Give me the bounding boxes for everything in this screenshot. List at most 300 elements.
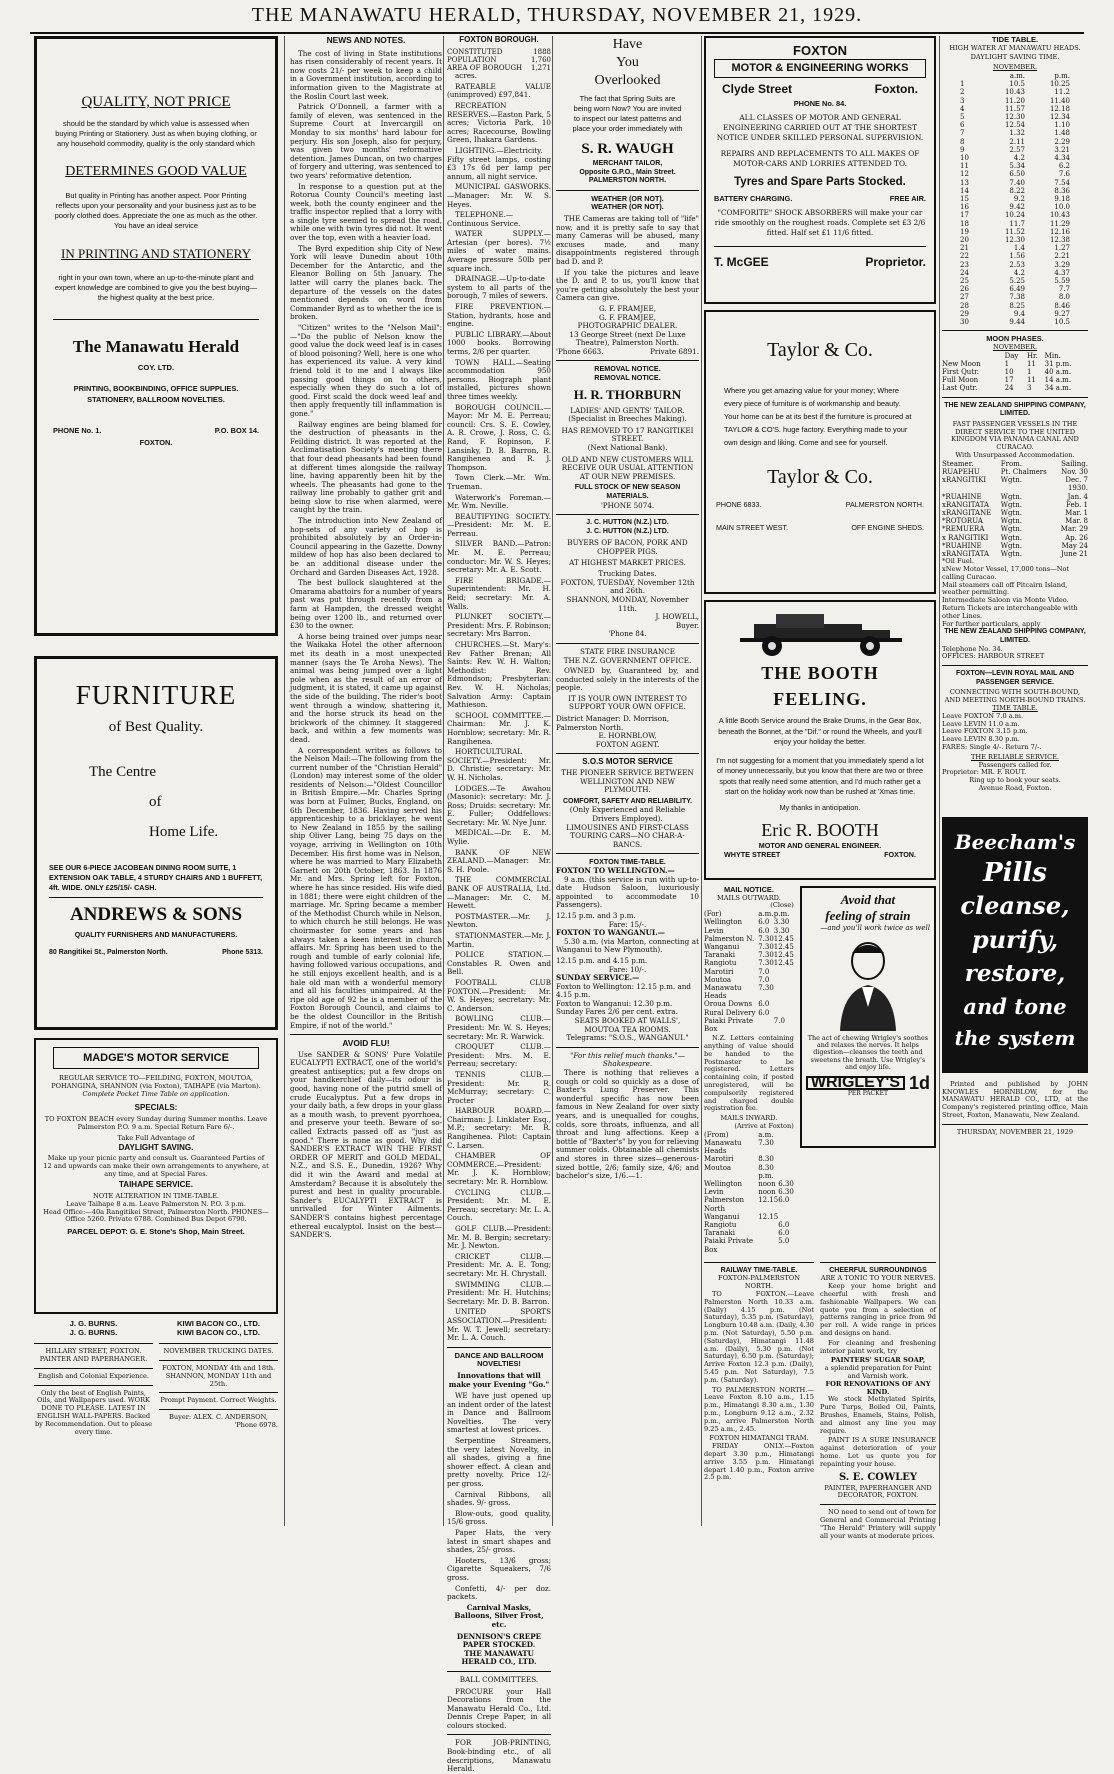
table-cell: 10.0 xyxy=(1054,203,1070,212)
kiwi-ad xyxy=(159,1320,278,1436)
table-cell: 10.43 xyxy=(1004,88,1025,97)
beechams-ad xyxy=(942,817,1088,1073)
tide-month: NOVEMBER. xyxy=(992,63,1038,72)
table-cell: 3 xyxy=(1026,384,1032,393)
taylor-contact xyxy=(716,501,924,510)
services-2: STATIONERY, BALLROOM NOVELTIES. xyxy=(87,394,225,404)
levin-time: Leave FOXTON 3.15 p.m. xyxy=(942,727,1028,736)
table-cell: 7.30 xyxy=(758,951,774,960)
table-cell: 1.48 xyxy=(1054,129,1070,138)
fire-agent: E. HORNBLOW, xyxy=(598,731,657,741)
hutton-buyer: J. HOWELL, xyxy=(655,612,699,622)
table-cell: Wgtn. xyxy=(1000,541,1022,550)
thorburn-text: HAS REMOVED TO 17 RANGITIKEI STREET. xyxy=(561,425,694,444)
table-cell: 12.30 xyxy=(1004,113,1025,121)
ad-text: NOTE ALTERATION IN TIME-TABLE. xyxy=(92,1191,220,1200)
ftt-line: SUNDAY SERVICE.— xyxy=(556,973,640,983)
divider xyxy=(34,1368,153,1369)
table-cell xyxy=(774,1000,794,1008)
table-cell: 11.29 xyxy=(1049,219,1070,228)
ship-text: FAST PASSENGER VESSELS IN THE DIRECT SERVICE TO THE UNITED KINGDOM VIA PANAMA CANAL AND CURACAO. xyxy=(951,419,1079,452)
table-cell: 11.20 xyxy=(1004,96,1025,105)
rail-sub: FOXTON-PALMERSTON NORTH. xyxy=(718,1274,800,1291)
table-cell: 5.0 xyxy=(778,1237,790,1246)
tide-rows xyxy=(960,80,1070,326)
table-cell: 7.7 xyxy=(1058,285,1070,294)
motor-heading: FOXTON xyxy=(793,43,847,58)
table-cell: 7.30 xyxy=(758,934,774,943)
borough-item: BOROUGH COUNCIL.—Mayor: Mr M. E. Perreau; council: Crs. S. E. Cowley, A. R. Crowe, J. Ross, C. G. Rand, F. Ropinson, F. Lansinky, D. B. Barron, R. Rangihenea and R. J. Thompson. xyxy=(447,402,551,472)
ftt-line: Fare: 15/-. xyxy=(608,919,647,929)
table-row xyxy=(704,984,794,1000)
imprint-date: THURSDAY, NOVEMBER 21, 1929 xyxy=(956,1127,1074,1136)
moon-heading: MOON PHASES. xyxy=(986,334,1044,344)
thorburn-trade: LADIES' AND GENTS' TAILOR. xyxy=(570,405,685,415)
framjee-phones xyxy=(556,348,699,357)
column-3 xyxy=(447,35,551,1774)
table-cell: Jan. 4 xyxy=(1067,492,1088,501)
table-row xyxy=(960,302,1070,310)
free-air: FREE AIR. xyxy=(889,193,926,203)
col-header xyxy=(960,72,980,80)
avoid-flu-text: Use SANDER & SONS' Pure Volatile EUCALYPTI EXTRACT, one of the world's greatest antiseptics; put a few drops on your handkerchief daily—its odour is good, having none of the putrid smell of crude Eucalyptus. Put a few drops in your daily bath, a few drops in your glass as a mouth wash, to prevent pyorrhoea, and preserve your teeth. Beware of so-called Extracts passed off as "just as good." There is none as good. Why did SANDER'S EXTRACT WIN THE FIRST ORDER OF MERIT and GOLD MEDAL, N.Z., and S.S. E., Dunedin, 1926? Why did it win the Award and medal at Amsterdam? Because it is absolutely the purest and best in quality procurable. Sander's EUCALYPTI EXTRACT is unrivalled for Winter Ailments. SANDER'S contains highest percentage ethereal eucalyptol. Insist on the best—SANDER'S. xyxy=(290,1049,442,1240)
mail-wrigley-row xyxy=(704,886,936,1254)
job-printing: FOR JOB-PRINTING, Book-binding etc., of all descriptions, Manawatu Herald. xyxy=(447,1738,551,1774)
divider xyxy=(704,1262,814,1263)
cheer-text: PAINTERS' SUGAR SOAP, xyxy=(830,1356,926,1365)
andrews-sons: ANDREWS & SONS xyxy=(69,904,243,925)
motor-text: ALL CLASSES OF MOTOR AND GENERAL ENGINEERING CARRIED OUT AT THE SHORTEST NOTICE UNDER SKILLED PERSONAL SUPERVISION. xyxy=(716,112,924,142)
table-cell: Manawatu Heads xyxy=(704,1139,742,1156)
borough-item: MUNICIPAL GASWORKS.—Manager: Mr. W. S. Heyes. xyxy=(447,182,551,209)
table-cell: 7.38 xyxy=(1009,293,1025,302)
table-cell: 12.16 xyxy=(1049,227,1070,236)
motor-street: Clyde Street xyxy=(722,82,793,96)
services-1: PRINTING, BOOKBINDING, OFFICE SUPPLIES. xyxy=(73,383,239,393)
table-cell: xRANGITATA xyxy=(942,500,990,509)
table-cell: 17 xyxy=(960,211,969,220)
table-cell: 3.30 xyxy=(773,918,790,927)
ad-text: TO FOXTON BEACH every Sunday during Summer months. Leave Palmerston P.O. 9 a.m. Special Return Fare 6/-. xyxy=(44,1114,268,1131)
framjee-phone: 'Phone 6663. xyxy=(556,346,604,356)
mail-out-table xyxy=(704,910,794,1033)
table-cell: 2.29 xyxy=(1054,137,1070,146)
cowley-name: S. E. COWLEY xyxy=(838,1471,918,1483)
table-row xyxy=(960,72,1070,80)
ship-text: With Unsurpassed Accommodation. xyxy=(955,451,1075,460)
table-cell: 12 xyxy=(960,170,969,179)
table-cell: 6.0 xyxy=(758,926,770,935)
taylor-phone: PHONE 6833. xyxy=(716,500,762,509)
man-illustration xyxy=(818,935,918,1033)
divider xyxy=(447,1734,551,1735)
table-cell: Wgtn. xyxy=(1000,492,1022,501)
table-cell: *ROTORUA xyxy=(942,517,983,526)
hutton-text: FOXTON, TUESDAY, November 12th and 26th. xyxy=(560,577,695,596)
herald-name: The Manawatu Herald xyxy=(72,337,240,356)
table-cell: 3.29 xyxy=(1054,260,1070,269)
motor-works-ad xyxy=(704,36,936,304)
table-cell: Rangiotu xyxy=(704,1221,737,1230)
table-cell: Moutoa xyxy=(704,975,732,984)
table-cell xyxy=(774,984,794,1000)
table-cell: 9.18 xyxy=(1054,195,1070,204)
cheer-text: PAINT IS A SURE INSURANCE against deterioration of your home. Let us quote you for repainting your house. xyxy=(820,1436,936,1468)
mail-in-table xyxy=(704,1131,794,1254)
table-cell: 6 xyxy=(960,121,965,130)
table-cell: 7.0 xyxy=(758,975,770,984)
table-cell: 3 xyxy=(960,96,965,105)
ship-note: *Oil Fuel. xyxy=(942,557,974,566)
kiwi-phone: 'Phone 6978. xyxy=(234,1420,278,1429)
fire-heading: THE N.Z. GOVERNMENT OFFICE. xyxy=(563,655,692,665)
table-cell: 11.52 xyxy=(1004,227,1025,236)
table-cell xyxy=(778,1139,794,1155)
borough-item: PUBLIC LIBRARY.—About 1000 books. Borrowing terms, 2/6 per quarter. xyxy=(447,329,551,357)
levin-text: Passengers called for. xyxy=(978,760,1052,769)
divider xyxy=(53,319,259,320)
col-header: Hr. xyxy=(1026,351,1038,360)
table-cell: 6.49 xyxy=(1009,285,1025,294)
table-cell: 18 xyxy=(960,219,969,228)
table-row xyxy=(704,1196,794,1212)
borough-item: PLUNKET SOCIETY.—President: Mrs. F. Robinson; secretary: Mrs Barron. xyxy=(447,612,551,639)
table-cell: 11.2 xyxy=(1054,88,1070,97)
framjee-name: G. F. FRAMJEE, xyxy=(598,303,657,313)
table-cell: Manawatu Heads xyxy=(704,984,742,1001)
ship-office: OFFICES: HARBOUR STREET xyxy=(942,652,1045,661)
table-cell: 11.7 xyxy=(1009,219,1025,228)
table-cell: 1.27 xyxy=(1054,244,1070,253)
taylor-sheds: OFF ENGINE SHEDS. xyxy=(851,522,924,532)
baxter-quote: "For this relief much thanks."—Shakespeare. xyxy=(570,1050,685,1069)
table-cell: Wgtn. xyxy=(1000,500,1022,509)
borough-stats xyxy=(447,48,551,73)
motor-town: Foxton. xyxy=(874,82,918,96)
table-cell: Wgtn. xyxy=(1000,550,1022,559)
dance-heading: NOVELTIES! xyxy=(477,1359,521,1369)
booth-name: Eric R. BOOTH xyxy=(761,820,879,841)
ship-note: xNew Motor Vessel, 17,000 tons—Not calling Curacao. xyxy=(942,565,1070,581)
mail-text: N.Z. Letters containing anything of value should be handed to the Postmaster to be registered. Letters containing coin, if posted unregistered, will be compulsorily registered and charged double registration fee. xyxy=(704,1034,794,1113)
ftt-line: 12.15 p.m. and 4.15 p.m. xyxy=(556,955,648,965)
taihape: TAIHAPE SERVICE. xyxy=(119,1180,193,1190)
booth-address xyxy=(716,851,924,860)
table-row xyxy=(704,918,794,926)
table-cell: 31 p.m. xyxy=(1044,359,1072,368)
fire-text: OWNED by, Guaranteed by, and conducted solely in the interests of the people. xyxy=(556,666,699,693)
car-illustration xyxy=(720,608,920,660)
mail-in-rows xyxy=(704,1139,794,1254)
mail-out-rows xyxy=(704,918,794,1033)
table-cell: 24 xyxy=(1004,384,1014,393)
levin-time: Leave FOXTON 7.0 a.m. xyxy=(942,711,1024,720)
baxter-text: There is nothing that relieves a cough or cold so quickly as a dose of Baxter's Lung Preserver. This wonderful specific has now been famous in New Zealand for over sixty years, and is unequalled for coughs, colds, sore throats, influenza, and all throat and lung affections. Keep a bottle of "Baxter's" by you for relieving summer colds. Obtainable all chemists and stores in three sizes—generous-sized bottle, 2/6; family size, 4/6; and bachelor's size, 1/6.—1. xyxy=(556,1068,699,1181)
cowley-trade: PAINTER, PAPERHANGER AND DECORATOR, FOXTON. xyxy=(824,1483,932,1500)
column-1 xyxy=(34,36,278,1526)
table-cell: 12.15 xyxy=(758,1212,779,1221)
col-header: From. xyxy=(1000,459,1023,468)
masthead: THE MANAWATU HERALD, THURSDAY, NOVEMBER 21, 1929. xyxy=(251,4,863,26)
fire-agent: FOXTON AGENT. xyxy=(595,739,660,749)
booth-heading: THE BOOTH FEELING. xyxy=(761,663,879,709)
table-row xyxy=(704,968,794,976)
table-cell: 12.34 xyxy=(1049,113,1070,121)
news-paras xyxy=(290,50,442,1031)
motor-heading: MOTOR & ENGINEERING WORKS xyxy=(714,59,926,78)
motor-services xyxy=(714,195,926,204)
contact-row xyxy=(53,427,259,436)
ship-heading: THE NEW ZEALAND SHIPPING COMPANY, LIMITED. xyxy=(944,401,1086,418)
cheer-text: a splendid preparation for Paint and Varnish work. xyxy=(824,1364,932,1380)
borough-item: LIGHTING.—Electricity. Fifty street lamps, costing £3 17s 6d per lamp per annum, all night service. xyxy=(447,145,551,181)
wrigleys-logo: WRIGLEY'S xyxy=(806,1076,905,1091)
news-paragraph: Railway engines are being blamed for the destruction of pheasants in the Feilding district. It was reported at the Acclimatisation Society's meeting there that four dead pheasants had been found at different times alongside the railway line, having apparently been hit by the wheels. The pheasants had gone to the railway line probably to gather grit and being slow to rise when alarmed, were caught by the train. xyxy=(290,419,442,515)
ad-text: Leave Taihape 8 a.m. Leave Palmerston N. P.O. 3 p.m. xyxy=(66,1199,246,1208)
table-cell: 9.2 xyxy=(1013,195,1025,204)
borough-item: GOLF CLUB.—President: Mr. M. B. Bergin; secretary: Mr. J. Newton. xyxy=(447,1224,551,1251)
herald-printery: NO need to send out of town for General and Commercial Printing "The Herald" Printery will supply all your wants at moderate prices. xyxy=(820,1508,936,1540)
ad-text: REGULAR SERVICE TO—FEILDING, FOXTON, MOUTOA, POHANGINA, SHANNON (via Foxton), TAIHAPE (via Marton). xyxy=(51,1074,261,1090)
table-cell: 7.6 xyxy=(1058,170,1070,179)
booth-text: A little Booth Service around the Brake Drums, in the Gear Box, beneath the Bonnet, at the "Dif." or round the Wheels, and you'll enjoy your holiday the better. xyxy=(718,716,922,746)
table-row xyxy=(960,211,1070,219)
table-cell: 27 xyxy=(960,293,969,302)
table-cell: *REMUERA xyxy=(942,525,985,534)
table-cell: Rural Delivery xyxy=(704,1008,756,1017)
borough-item: TENNIS CLUB.—President: Mr. R. McMurray; secretary: C. Procter xyxy=(447,1069,551,1105)
table-cell: Oroua Downs xyxy=(704,1000,753,1009)
daylight: DAYLIGHT SAVING. xyxy=(118,1143,194,1153)
burns-text: Only the best of English Paints, Oils, and Wallpapers used. WORK DONE TO PLEASE. LATEST IN ENGLISH WALL-PAPERS. Backed by Recommendation. Out to please every time. xyxy=(34,1388,153,1436)
levin-tt: TIME TABLE. xyxy=(992,704,1038,713)
taylor-ad xyxy=(704,310,936,594)
waugh-town: PALMERSTON NORTH. xyxy=(588,177,667,185)
table-row xyxy=(960,97,1070,105)
cheer-sub: ARE A TONIC TO YOUR NERVES. xyxy=(820,1274,936,1283)
fire-text: IT IS YOUR OWN INTEREST TO SUPPORT YOUR OWN OFFICE. xyxy=(568,693,687,712)
table-row xyxy=(704,927,794,935)
ball-heading: BALL COMMITTEES. xyxy=(459,1674,539,1684)
parcel-depot: PARCEL DEPOT: G. E. Stone's Shop, Main Street. xyxy=(67,1227,245,1237)
table-cell: Marotiri xyxy=(704,1155,734,1164)
table-row xyxy=(942,517,1088,525)
furniture-heading: FURNITURE xyxy=(75,680,237,710)
table-row xyxy=(960,146,1070,154)
table-cell: Taranaki xyxy=(704,1229,735,1238)
levin-time: Leave LEVIN 8.30 p.m. xyxy=(942,735,1020,744)
thorburn-phone: 'PHONE 5074. xyxy=(600,500,655,510)
centre-line: Home Life. xyxy=(149,824,219,840)
divider xyxy=(556,190,699,191)
table-cell: 7.30 xyxy=(758,1139,774,1147)
table-cell: 6.0 xyxy=(758,918,770,927)
cheer-text: Keep your home bright and cheerful with fresh and fashionable Wallpapers. We can quote you from a selection of patterns ranging in price from 9d per roll. A wide range in prices and designs on hand. xyxy=(820,1282,936,1338)
divider xyxy=(34,1343,153,1344)
taylor-town: PALMERSTON NORTH. xyxy=(845,500,924,509)
ad-text: Make up your picnic party and consult us. Guaranteed Parties of 12 and upwards can make their own arrangements to anywhere, at any time, and at Special Fares. xyxy=(43,1153,269,1178)
divider xyxy=(447,1347,551,1348)
table-cell: 10 xyxy=(1004,368,1014,377)
borough-item: FOOTBALL CLUB FOXTON.—President: Mr. W. S. Heyes; secretary: Mr. C. Anderson. xyxy=(447,977,551,1013)
table-cell: 12.18 xyxy=(1049,104,1070,113)
mail-inward: MAILS INWARD. xyxy=(720,1114,778,1123)
table-cell xyxy=(942,484,1001,492)
borough-item: THE COMMERCIAL BANK OF AUSTRALIA, Ltd.—Manager: Mr. C. M. Hewett. xyxy=(447,875,551,911)
news-paragraph: The cost of living in State institutions has risen considerably of recent years. It now costs 21/- per week to keep a child in a Government institution, according to information given to the Magistrate at the Roslin Court last week. xyxy=(290,48,442,101)
borough-item: HORTICULTURAL SOCIETY.—President: Mr. D. Christie; secretary: Mr. W. H. Nicholas. xyxy=(447,747,551,782)
table-cell: Ap. 26 xyxy=(1065,533,1088,542)
ad-text: But quality in Printing has another aspect. Poor Printing reflects upon your personality and your business just as to be poorly clothed does. Appreciate the one as much as the other. You have an ideal service xyxy=(54,191,258,230)
table-cell: RUAPEHU xyxy=(942,468,980,477)
divider xyxy=(290,1034,442,1035)
table-row xyxy=(960,261,1070,269)
weather-heading: WEATHER (OR NOT). xyxy=(591,202,664,212)
cheer-heading: CHEERFUL SURROUNDINGS xyxy=(829,1266,927,1274)
framjee-name: G. F. FRAMJEE, xyxy=(598,312,657,322)
table-row xyxy=(960,277,1070,285)
divider xyxy=(556,360,699,361)
taylor-name: Taylor & Co. xyxy=(767,339,873,361)
table-cell: x RANGITIKI xyxy=(942,533,989,542)
borough-item: STATIONMASTER.—Mr. J. Martin. xyxy=(447,931,551,949)
table-cell: 28 xyxy=(960,301,969,310)
taylor-text: Where you get amazing value for your money; Where every piece of furniture is of workmanship and beauty. Your home can be at its best if the furniture is procured at TAYLOR & CO'S. huge factory. Everything made to your own design and liking. Come and see for yourself. xyxy=(724,386,912,447)
table-cell: Rangiotu xyxy=(704,959,737,968)
coy-ltd: COY. LTD. xyxy=(137,363,175,372)
booth-text: My thanks in anticipation. xyxy=(779,802,861,812)
sos-text: COMFORT, SAFETY AND RELIABILITY. xyxy=(562,797,693,805)
dance-text: Carnival Ribbons, all shades. 9/- gross. xyxy=(447,1489,551,1508)
mcgee-name: T. McGEE xyxy=(714,255,769,270)
table-cell: Moutoa xyxy=(704,1163,732,1172)
table-cell: 11.40 xyxy=(1049,96,1070,105)
table-cell: 6.50 xyxy=(1009,170,1025,179)
wrig-heading: Avoid that xyxy=(840,892,896,907)
table-cell: New Moon xyxy=(942,359,981,368)
table-row xyxy=(447,48,551,56)
table-row xyxy=(960,105,1070,113)
table-cell: Wgtn. xyxy=(1000,533,1022,542)
table-row xyxy=(942,460,1088,468)
cheer-text: We stock Methylated Spirits, Pure Turps, Boiled Oil, Paints, Brushes, Enamels, Stains, Polish, and almost any line you may require. xyxy=(820,1395,936,1435)
news-paragraph: "Citizen" writes to the "Nelson Mail":—"Do the public of Nelson know the good value the dock weed leaf is in cases of blood poisoning? Well, here is one who has experienced its value. A very kind friend told it to me and I always like passing good things on to others, especially when they do such a lot of good. First scald the dock weed leaf and then apply frequently till inflammation is gone." xyxy=(290,323,442,418)
table-cell: 12.54 xyxy=(1004,121,1025,130)
levin-text: Avenue Road, Foxton. xyxy=(978,784,1052,792)
table-cell: 2.11 xyxy=(1009,137,1025,146)
table-row xyxy=(704,1213,794,1221)
wrig-text: The act of chewing Wrigley's soothes and relaxes the nerves. It helps digestion—cleanses the teeth and sweetens the breath. Use Wrigley's and enjoy life. xyxy=(807,1033,929,1072)
table-row xyxy=(704,1000,794,1008)
table-cell: 15 xyxy=(960,195,969,204)
table-row xyxy=(942,525,1088,533)
table-cell: 8.0 xyxy=(1058,293,1070,302)
stat-label: AREA OF BOROUGH xyxy=(447,64,523,72)
removal-heading: REMOVAL NOTICE. xyxy=(594,364,661,374)
battery-charging: BATTERY CHARGING. xyxy=(714,193,793,203)
table-row xyxy=(960,285,1070,293)
dance-text: Carnival Masks, Balloons, Silver Frost, etc. xyxy=(454,1602,544,1629)
column-4 xyxy=(556,36,699,1526)
borough-items xyxy=(447,72,551,1343)
motor-phone: PHONE No. 84. xyxy=(793,99,847,108)
table-row xyxy=(704,943,794,951)
table-cell: 3.30 xyxy=(773,926,790,935)
levin-time: Leave LEVIN 11.0 a.m. xyxy=(942,719,1020,728)
ftt-line: FOXTON TO WANGANUI.— xyxy=(556,928,665,938)
table-cell: 1.56 xyxy=(1009,252,1025,261)
herald-printing-ad xyxy=(34,36,278,636)
weather-heading: WEATHER (OR NOT). xyxy=(591,193,664,203)
andrews-contact xyxy=(49,949,263,958)
dance-text: WE have just opened up an indent order of the latest in Dance and Ballroom Novelties. The very smartest at lowest prices. xyxy=(447,1391,551,1435)
col-header: Steamer. xyxy=(942,459,974,468)
dance-text: DENNISON'S CREPE PAPER STOCKED. xyxy=(456,1631,542,1650)
table-cell xyxy=(704,1172,758,1180)
table-row xyxy=(704,1221,794,1229)
dance-text: Paper Hats, the very latest in smart shapes and shades, 25/- gross. xyxy=(447,1528,551,1555)
booth-text: I'm not suggesting for a moment that you immediately spend a lot of money unnecessarily, but you know that there are two or three spots that really need some attention, and I'd much rather get a start on the holiday work now than be rushed at 'Xmas time. xyxy=(716,755,924,796)
ship-rows xyxy=(942,468,1088,558)
table-cell: 10.43 xyxy=(1049,211,1070,220)
table-cell: Last Qutr. xyxy=(942,384,978,393)
borough-item: BANK OF NEW ZEALAND.—Manager: Mr. S. H. Poole. xyxy=(447,847,551,874)
sos-text: (Only Experienced and Reliable Drivers Employed). xyxy=(569,805,686,823)
borough-item: FIRE BRIGADE.—Superintendent: Mr. H. Reid; secretary: Mr. A. Walls. xyxy=(447,575,551,611)
table-cell: 2.53 xyxy=(1009,260,1025,269)
table-cell: Levin xyxy=(704,926,724,935)
framjee-address: 13 George Street (next De Luxe Theatre), Palmerston North. xyxy=(569,329,686,348)
borough-item: CHAMBER OF COMMERCE.—President: Mr. J. K. Hornblow; secretary: Mr. R. Hornblow. xyxy=(447,1151,551,1187)
news-paragraph: A correspondent writes as follows to the Nelson Mail:—The following from the current number of the "Christian Herald" (London) may interest some of the older residents of Nelson:—"Oldest Councillor in British Empire.—Mr. Charles Spring was born at Fulmer, Bucks, England, on 6th December, 1836. Having served his apprenticeship to a bricklayer, he went to New Zealand in 1855 by the sailing ship Oliver Lang, being 75 days on the voyage, arriving in Wellington on 10th December. His first home was in Nelson, where he was married to Mary Elizabeth Garnett on 20th October, 1863. In 1876 Mr. and Mrs. Spring left for Foxton, where he has since resided. His wife died in 1881; there were eight children of the marriage. Mr. Spring became a member of the Methodist Church while in Nelson, to which church he still belongs. He was choirmaster for some years and has always taken a keen interest in church affairs. Mr. Spring has been used to the rough and tumble of early colonial life, having followed various occupations, and he still enjoys excellent health, and is a hale old man with a wonderful memory and all his faculties unimpaired. At the ripe old age of 92 he is a member of the Foxton Borough Council, and claims to be the oldest Councillor in the British Empire, if not of the world." xyxy=(290,745,442,1030)
stat-label: POPULATION xyxy=(447,55,497,64)
kiwi-payment: Prompt Payment. Correct Weights. xyxy=(160,1396,277,1405)
weather-text: THE Cameras are taking toll of "life" now, and it is pretty safe to say that many Cameras will be abused, many excuses made, and many disappointments registered through bad D. and P. xyxy=(556,213,699,266)
moon-table xyxy=(942,352,1088,393)
andrews-address: 80 Rangitikei St., Palmerston North. xyxy=(49,948,168,956)
table-cell: 21 xyxy=(960,244,969,253)
tide-dst: DAYLIGHT SAVING TIME. xyxy=(970,53,1060,62)
divider xyxy=(556,853,699,854)
wrig-brand xyxy=(806,1072,930,1093)
table-cell: 3.21 xyxy=(1054,145,1070,154)
table-cell: 6.0 xyxy=(778,1221,790,1230)
moon-month: NOVEMBER. xyxy=(992,342,1038,351)
booth-ad xyxy=(704,600,936,880)
fire-heading: STATE FIRE INSURANCE xyxy=(580,646,675,656)
table-cell: Palmerston N. xyxy=(704,934,755,943)
dance-text: Hooters, 13/6 gross; Cigarette Squeakers, 7/6 gross. xyxy=(447,1555,551,1582)
table-row xyxy=(704,1188,794,1196)
table-row xyxy=(704,1017,794,1033)
table-row xyxy=(704,1131,794,1139)
col-header: (For) xyxy=(704,910,722,919)
borough-item: Town Clerk.—Mr. Wm. Trueman. xyxy=(447,473,551,491)
ship-table xyxy=(942,460,1088,558)
table-cell: 19 xyxy=(960,227,969,236)
table-row xyxy=(960,162,1070,170)
borough-item: SILVER BAND.—Patron: Mr. M. E. Perreau; conductor: Mr. W. S. Heyes; secretary: Mr. A. E. Scott. xyxy=(447,539,551,575)
motor-text: "COMFORITE" SHOCK ABSORBERS will make your car ride smoothly on the roughest roads. Complete set £3 2/6 fitted. Half set £1 11/6 fitted. xyxy=(714,208,926,238)
table-cell: 8.36 xyxy=(1054,186,1070,195)
burns-name: J. G. BURNS. xyxy=(69,1319,118,1328)
table-row xyxy=(942,384,1088,392)
ship-heading-2: THE NEW ZEALAND SHIPPING COMPANY, LIMITED. xyxy=(944,628,1086,645)
table-cell: 7 xyxy=(960,129,965,138)
table-cell: 7.30 xyxy=(758,984,774,993)
table-cell: 8.30 xyxy=(758,1155,774,1164)
table-cell: 10.5 xyxy=(1009,80,1025,89)
